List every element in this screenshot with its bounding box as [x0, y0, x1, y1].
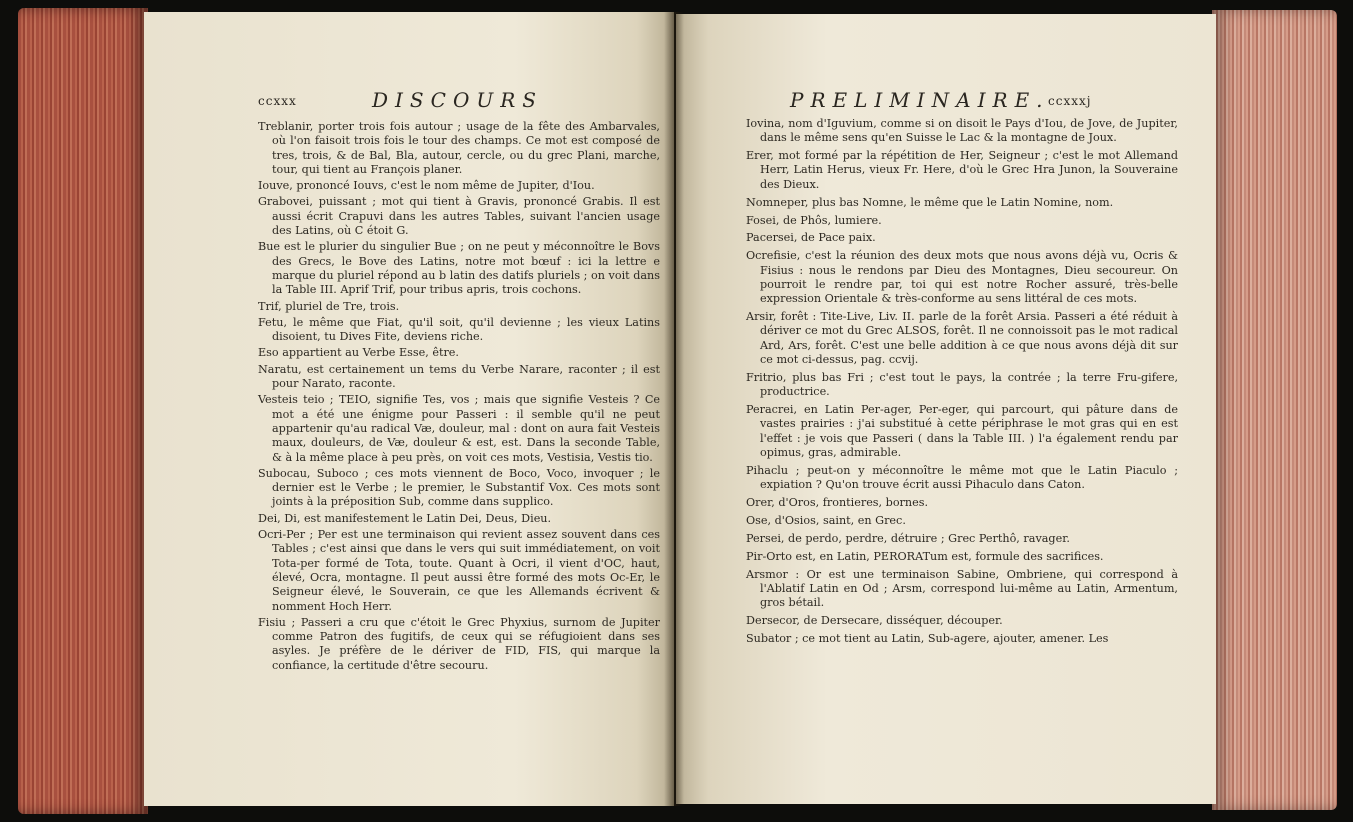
glossary-entry: Erer, mot formé par la répétition de Her, Seigneur ; c'est le mot Allemand Herr, Latin Herus, vieux Fr. Here, d'où le Grec Hra Junon, la Souveraine des Dieux.: [746, 149, 1178, 191]
glossary-entry: Ocri-Per ; Per est une terminaison qui revient assez souvent dans ces Tables ; c'est ainsi que dans le vers qui suit immédiatement, on voit Tota-per formé de Tota, toute. Quant à Ocri, il vient d'OC, haut, élevé, Ocra, montagne. Il peut aussi être formé des mots Oc-Er, le Seigneur élevé, le Souverain, ce que les Allemands écrivent & nomment Hoch Herr.: [258, 528, 660, 613]
glossary-entry: Vesteis teio ; TEIO, signifie Tes, vos ; mais que signifie Vesteis ? Ce mot a été une énigme pour Passeri : il semble qu'il ne peut appartenir qu'au radical Væ, douleur, mal : dont on aura fait Vesteis maux, douleurs, de Væ, douleur & est, est. Dans la seconde Table, & à la même place à peu près, on voit ces mots, Vestisia, Vestis tio.: [258, 393, 660, 464]
right-running-head: PRELIMINAIRE.: [790, 88, 1050, 112]
glossary-entry: Treblanir, porter trois fois autour ; usage de la fête des Ambarvales, où l'on faisoit trois fois le tour des champs. Ce mot est composé de tres, trois, & de Bal, Bla, autour, cercle, ou du grec Plani, marche, tour, qui tient au François planer.: [258, 120, 660, 176]
glossary-entry: Subator ; ce mot tient au Latin, Sub-agere, ajouter, amener. Les: [746, 632, 1109, 645]
glossary-entry: Subocau, Suboco ; ces mots viennent de Boco, Voco, invoquer ; le dernier est le Verbe ; le premier, le Substantif Vox. Ces mots sont joints à la préposition Sub, comme dans supplico.: [258, 466, 660, 509]
glossary-entry: Orer, d'Oros, frontieres, bornes.: [746, 496, 929, 510]
right-folio: ccxxxj: [1048, 94, 1092, 108]
glossary-entry: Bue est le plurier du singulier Bue ; on ne peut y méconnoître le Bovs des Grecs, le Bove des Latins, notre mot bœuf : ici la lettre e marque du pluriel répond au b latin des datifs pluriels ; on voit dans la Table III. Aprif Trif, pour tribus apris, trois cochons.: [258, 240, 660, 297]
glossary-entry: Ocrefisie, c'est la réunion des deux mots que nous avons déjà vu, Ocris & Fisius : nous le rendons par Dieu des Montagnes, Dieu secoureur. On pourroit le rendre par, toi qui est notre Rocher assuré, très-belle expression Orientale & très-conforme au sens littéral de ces mots.: [746, 249, 1178, 306]
glossary-entry: Peracrei, en Latin Per-ager, Per-eger, qui parcourt, qui pâture dans de vastes prairies : j'ai substitué à cette périphrase le mot gras qui en est l'effet : je vois que Passeri ( dans la Table III. ) l'a également rendu par opimus, gras, admirable.: [746, 403, 1178, 459]
glossary-entry: Dersecor, de Dersecare, disséquer, découper.: [746, 614, 1003, 628]
right-page-edges: [1212, 10, 1337, 810]
glossary-entry: Pacersei, de Pace paix.: [746, 231, 876, 245]
book-gutter: [664, 12, 684, 806]
glossary-entry: Nomneper, plus bas Nomne, le même que le Latin Nomine, nom.: [746, 195, 1114, 209]
glossary-entry: Iovina, nom d'Iguvium, comme si on disoit le Pays d'Iou, de Jove, de Jupiter, dans le même sens qu'en Suisse le Lac & la montagne de Joux.: [746, 117, 1178, 145]
glossary-entry: Fetu, le même que Fiat, qu'il soit, qu'il devienne ; les vieux Latins disoient, tu Dives Fite, deviens riche.: [258, 315, 660, 344]
glossary-entry: Arsmor : Or est une terminaison Sabine, Ombriene, qui correspond à l'Ablatif Latin en Od ; Arsm, correspond lui-même au Latin, Armentum, gros bétail.: [746, 567, 1178, 610]
glossary-entry: Pir-Orto est, en Latin, PERORATum est, formule des sacrifices.: [746, 549, 1104, 563]
left-running-head: DISCOURS: [372, 88, 543, 112]
glossary-entry: Naratu, est certainement un tems du Verbe Narare, raconter ; il est pour Narato, raconte.: [258, 362, 660, 391]
glossary-entry: Eso appartient au Verbe Esse, être.: [258, 346, 459, 360]
glossary-entry: Fosei, de Phôs, lumiere.: [746, 213, 882, 227]
glossary-entry: Ose, d'Osios, saint, en Grec.: [746, 513, 906, 527]
right-text-column: [746, 117, 1178, 650]
glossary-entry: Grabovei, puissant ; mot qui tient à Gravis, prononcé Grabis. Il est aussi écrit Crapuvi dans les autres Tables, suivant l'ancien usage des Latins, où C étoit G.: [258, 195, 660, 238]
glossary-entry: Fisiu ; Passeri a cru que c'étoit le Grec Phyxius, surnom de Jupiter comme Patron des fugitifs, de ceux qui se réfugioient dans ses asyles. Je préfère de le dériver de FID, FIS, qui marque la confiance, la certitude d'être secouru.: [258, 615, 660, 672]
glossary-entry: Fritrio, plus bas Fri ; c'est tout le pays, la contrée ; la terre Fru-gifere, productrice.: [746, 370, 1178, 399]
glossary-entry: Iouve, prononcé Iouvs, c'est le nom même de Jupiter, d'Iou.: [258, 179, 595, 193]
glossary-entry: Arsir, forêt : Tite-Live, Liv. II. parle de la forêt Arsia. Passeri a été réduit à dériver ce mot du Grec ALSOS, forêt. Il ne connoissoit pas le mot radical Ard, Ars, forêt. C'est une belle addition à ce que nous avons déjà dit sur ce mot ci-dessus, pag. ccvij.: [746, 310, 1178, 367]
glossary-entry: Trif, pluriel de Tre, trois.: [258, 299, 400, 313]
glossary-entry: Dei, Di, est manifestement le Latin Dei, Deus, Dieu.: [258, 511, 552, 525]
left-text-column: [258, 120, 660, 675]
glossary-entry: Persei, de perdo, perdre, détruire ; Grec Perthô, ravager.: [746, 531, 1070, 545]
glossary-entry: Pihaclu ; peut-on y méconnoître le même mot que le Latin Piaculo ; expiation ? Qu'on trouve écrit aussi Pihaculo dans Caton.: [746, 463, 1178, 492]
left-folio: ccxxx: [258, 94, 297, 108]
left-page-edges: [18, 8, 148, 814]
